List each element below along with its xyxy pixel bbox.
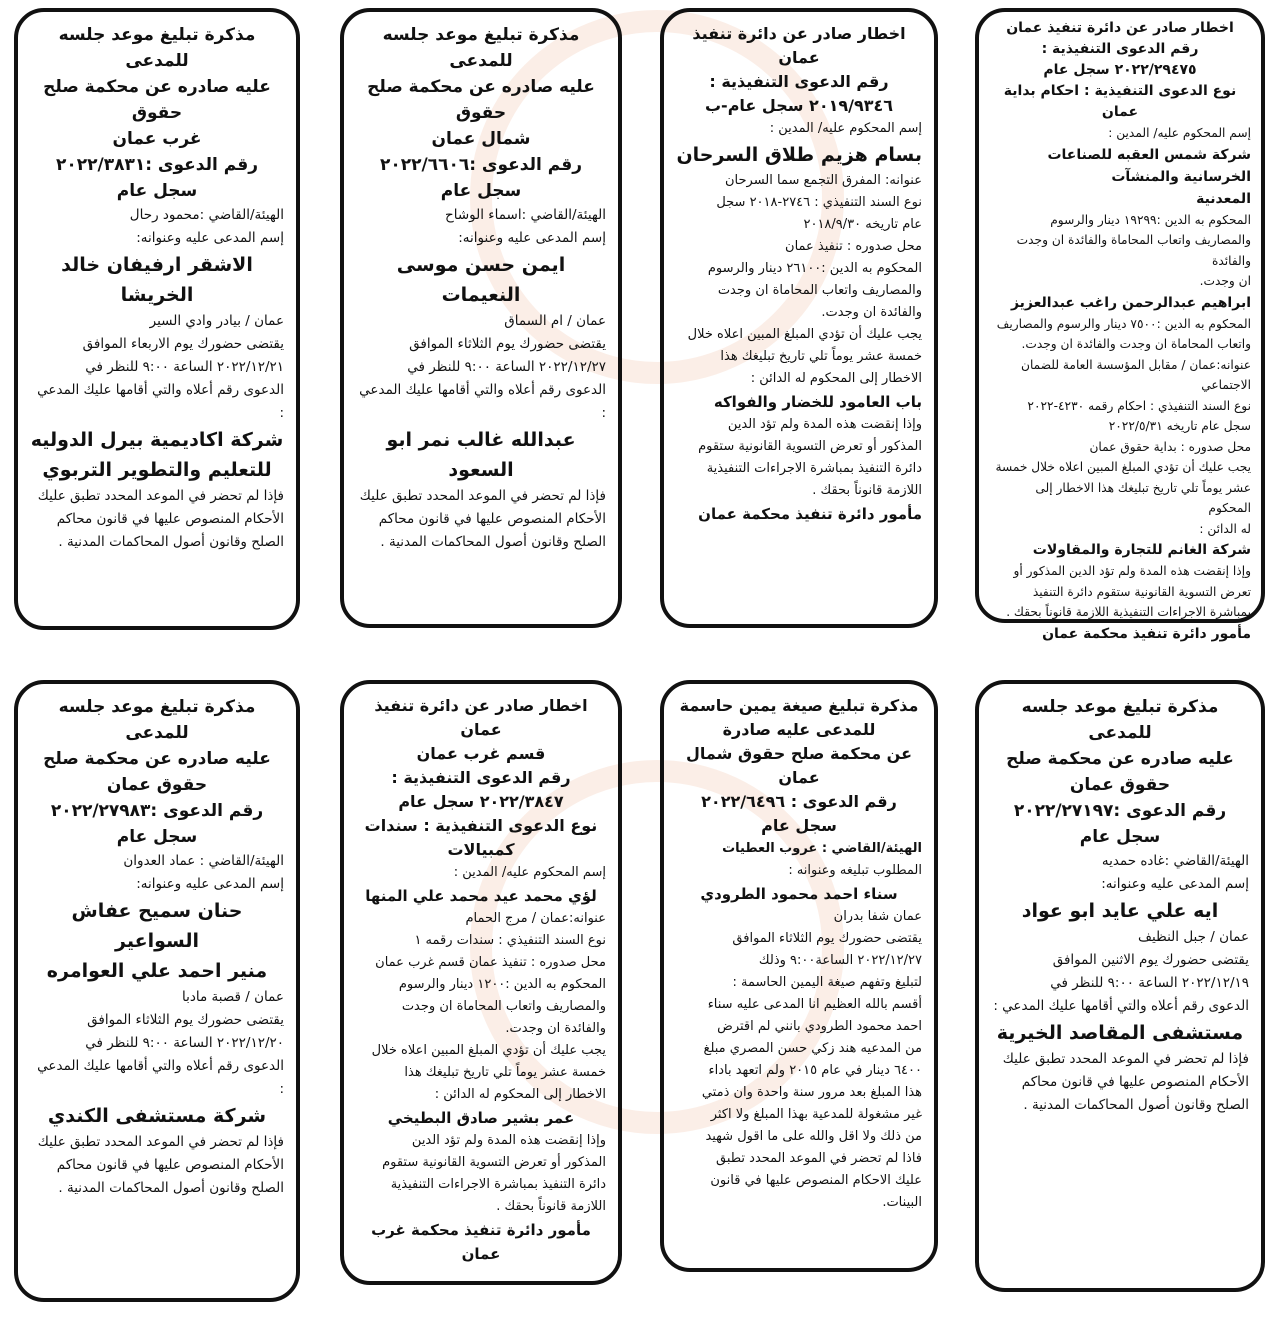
notice-text: المذكور أو تعرض التسوية القانونية ستقوم bbox=[698, 439, 922, 454]
notice-text: عمان / قصبة مادبا bbox=[181, 989, 284, 1005]
notice-text: إسم المحكوم عليه/ المدين : bbox=[769, 121, 922, 136]
notice-text: والمصاريف واتعاب المحاماة ان وجدت bbox=[717, 283, 922, 298]
notice-text: المحكوم به الدين :١٩٢٩٩ دينار والرسوم bbox=[1050, 212, 1251, 227]
court-notice bbox=[14, 680, 300, 1302]
party-name: مأمور دائرة تنفيذ محكمة عمان bbox=[698, 505, 922, 523]
notice-heading: رقم الدعوى التنفيذية : bbox=[1041, 41, 1199, 57]
notice-text: فإذا لم تحضر في الموعد المحدد تطبق عليك bbox=[1002, 1051, 1249, 1067]
party-name: سناء احمد محمود الطرودي bbox=[700, 885, 898, 903]
notice-text: غير مشغولة للمدعية بهذا المبلغ ولا اكثر bbox=[710, 1107, 922, 1122]
notice-text: خمسة عشر يوماً تلي تاريخ تبليغك هذا bbox=[720, 349, 922, 364]
notice-text: بمباشرة الاجراءات التنفيذية اللازمة قانوناً بحقك . bbox=[1006, 605, 1251, 619]
notice-text: الصلح وقانون أصول المحاكمات المدنية . bbox=[1023, 1097, 1249, 1113]
notice-heading: عن محكمة صلح حقوق شمال عمان bbox=[685, 744, 913, 787]
notice-text: الصلح وقانون أصول المحاكمات المدنية . bbox=[58, 1180, 284, 1196]
notice-text: الهيئة/القاضي : عروب العطيات bbox=[722, 841, 922, 856]
court-notice bbox=[340, 8, 622, 628]
notice-heading: مذكرة تبليغ موعد جلسه للمدعى bbox=[1021, 697, 1219, 743]
notice-heading: عليه صادره عن محكمة صلح حقوق bbox=[43, 77, 271, 123]
notice-text: عام تاريخه ٢٠١٨/٩/٣٠ bbox=[803, 217, 922, 232]
notice-text: وإذا إنقضت هذه المدة ولم تؤد الدين bbox=[411, 1133, 606, 1148]
party-name: منير احمد علي العوامره bbox=[46, 960, 268, 982]
notice-text: يجب عليك أن تؤدي المبلغ المبين اعلاه خلال bbox=[371, 1043, 606, 1058]
party-name: المعدنية bbox=[1196, 190, 1251, 207]
court-notice bbox=[975, 680, 1265, 1292]
notice-text: نوع السند التنفيذي : احكام رقمه ٤٢٣٠-٢٠٢٢ bbox=[1027, 398, 1251, 413]
notice-text: عنوانه:عمان / مقابل المؤسسة العامة للضمان bbox=[1021, 357, 1251, 372]
notice-text: البينات. bbox=[882, 1195, 922, 1210]
court-notice bbox=[975, 8, 1265, 642]
notice-text: وإذا إنقضت هذه المدة ولم تؤد الدين المذكور أو bbox=[1013, 564, 1251, 578]
party-name: بسام هزيم طلاق السرحان bbox=[676, 144, 922, 166]
notice-text: يقتضى حضورك يوم الثلاثاء الموافق bbox=[87, 1012, 284, 1028]
court-notice bbox=[340, 680, 622, 1285]
notice-text: دائرة التنفيذ بمباشرة الاجراءات التنفيذية bbox=[390, 1177, 606, 1192]
party-name: شركة الغانم للتجارة والمقاولات bbox=[1032, 542, 1251, 558]
notice-heading: رقم الدعوى : ٢٠٢٢/٦٤٩٦ bbox=[701, 792, 897, 811]
notice-text: عنوانه:عمان / مرج الحمام bbox=[465, 911, 606, 926]
party-name: عمر بشير صادق البطيخي bbox=[387, 1109, 575, 1127]
notice-text: إسم المحكوم عليه/ المدين : bbox=[453, 865, 606, 880]
notice-heading: مذكرة تبليغ موعد جلسه للمدعى bbox=[58, 697, 256, 743]
notice-text: إسم المدعى عليه وعنوانه: bbox=[1101, 876, 1249, 892]
notice-text: الأحكام المنصوص عليها في قانون محاكم bbox=[378, 511, 606, 527]
notice-text: المحكوم به الدين :٢٦١٠٠ دينار والرسوم bbox=[707, 261, 922, 276]
notice-text: الاخطار إلى المحكوم له الدائن : bbox=[434, 1087, 606, 1102]
notice-heading: نوع الدعوى التنفيذية : احكام بداية عمان bbox=[1003, 83, 1237, 120]
notice-text: تعرض التسوية القانونية ستقوم دائرة التنفيذ bbox=[1032, 584, 1251, 599]
notice-text: والفائدة ان وجدت. bbox=[505, 1021, 606, 1036]
notice-text: عمان / بيادر وادي السير bbox=[149, 313, 284, 329]
notice-heading: مذكرة تبليغ صيغة يمين حاسمة bbox=[679, 696, 919, 715]
court-notice bbox=[14, 8, 300, 630]
party-name: باب العامود للخضار والفواكه bbox=[713, 393, 922, 411]
notice-text: ٦٤٠٠ دينار في عام ٢٠١٥ ولم اتعهد باداء bbox=[708, 1063, 922, 1078]
notice-text: أقسم بالله العظيم انا المدعى عليه سناء bbox=[707, 997, 922, 1012]
notice-text: احمد محمود الطرودي بانني لم اقترض bbox=[717, 1019, 922, 1034]
notice-text: المذكور أو تعرض التسوية القانونية ستقوم bbox=[382, 1155, 606, 1170]
notice-text: واتعاب المحاماة ان وجدت والفائدة ان وجدت. bbox=[1021, 337, 1251, 351]
notice-heading: شمال عمان bbox=[431, 129, 531, 149]
notice-heading: مذكرة تبليغ موعد جلسه للمدعى bbox=[382, 25, 580, 71]
notice-text: من ذلك ولا اقل والله على ما اقول شهيد bbox=[705, 1129, 922, 1144]
notice-heading: رقم الدعوى التنفيذية : bbox=[391, 768, 571, 787]
notice-text: الأحكام المنصوص عليها في قانون محاكم bbox=[56, 511, 284, 527]
party-name: لؤي محمد عيد محمد علي المنها bbox=[365, 887, 597, 905]
notice-text: والمصاريف واتعاب المحاماة ان وجدت bbox=[401, 999, 606, 1014]
notice-text: اللازمة قانوناً بحقك . bbox=[496, 1199, 606, 1214]
notice-heading: غرب عمان bbox=[112, 129, 202, 149]
party-name: مأمور دائرة تنفيذ محكمة عمان bbox=[1042, 625, 1251, 642]
notice-text: ٢٠٢٢/١٢/٢٠ الساعة ٩:٠٠ للنظر في bbox=[85, 1035, 284, 1051]
notice-text: والفائدة ان وجدت. bbox=[821, 305, 922, 320]
notice-text: عشر يوماً تلي تاريخ تبليغك هذا الاخطار إلى المحكوم bbox=[1035, 480, 1251, 515]
notice-heading: مذكرة تبليغ موعد جلسه للمدعى bbox=[58, 25, 256, 71]
notice-heading: سجل عام bbox=[1079, 827, 1161, 847]
notice-text: يقتضى حضورك يوم الاربعاء الموافق bbox=[82, 336, 284, 352]
notice-text: عنوانه: المفرق التجمع سما السرحان bbox=[724, 173, 922, 188]
notice-text: يجب عليك أن تؤدي المبلغ المبين اعلاه خلال خمسة bbox=[995, 460, 1251, 474]
notice-heading: عليه صادره عن محكمة صلح حقوق عمان bbox=[1006, 749, 1234, 795]
notice-heading: اخطار صادر عن دائرة تنفيذ عمان bbox=[1006, 20, 1234, 36]
notice-text: المحكوم به الدين :٧٥٠٠ دينار والرسوم والمصاريف bbox=[996, 316, 1251, 331]
notice-text: سجل عام تاريخه ٢٠٢٢/٥/٣١ bbox=[1108, 419, 1251, 433]
notice-heading: اخطار صادر عن دائرة تنفيذ عمان bbox=[692, 24, 906, 67]
notice-heading: سجل عام bbox=[116, 181, 198, 201]
notice-text: عمان / جبل النظيف bbox=[1137, 929, 1249, 945]
notice-text: يجب عليك أن تؤدي المبلغ المبين اعلاه خلال bbox=[687, 327, 922, 342]
notice-text: هذا المبلغ بعد مرور سنة واحدة وان ذمتي bbox=[701, 1085, 922, 1100]
notice-text: الهيئة/القاضي : عماد العدوان bbox=[123, 853, 284, 869]
notice-text: ٢٠٢٢/١٢/٢٧ الساعة ٩:٠٠ للنظر في bbox=[407, 359, 606, 375]
party-name: شركة مستشفى الكندي bbox=[47, 1105, 267, 1127]
notice-text: المحكوم به الدين :١٢٠٠ دينار والرسوم bbox=[398, 977, 606, 992]
notice-text: خمسة عشر يوماً تلي تاريخ تبليغك هذا bbox=[404, 1065, 606, 1080]
notice-text: المطلوب تبليغه وعنوانه : bbox=[788, 863, 922, 878]
notice-heading: ٢٠٢٢/٢٩٤٧٥ سجل عام bbox=[1043, 62, 1197, 78]
notice-text: والمصاريف واتعاب المحاماة والفائدة ان وجدت والفائدة bbox=[1016, 233, 1251, 268]
notice-heading: سجل عام bbox=[440, 181, 522, 201]
notice-text: ٢٠٢٢/١٢/٢٧ الساعة٩:٠٠ وذلك bbox=[758, 953, 922, 968]
notice-text: فإذا لم تحضر في الموعد المحدد تطبق عليك bbox=[37, 488, 284, 504]
notice-text: الصلح وقانون أصول المحاكمات المدنية . bbox=[58, 534, 284, 550]
party-name: عبدالله غالب نمر ابو السعود bbox=[386, 429, 576, 481]
notice-text: الدعوى رقم أعلاه والتي أقامها عليك المدعي : bbox=[37, 382, 284, 421]
notice-text: الهيئة/القاضي :محمود رحال bbox=[129, 207, 284, 223]
notice-heading: رقم الدعوى :٢٠٢٢/٣٨٣١ bbox=[56, 155, 258, 175]
party-name: ايمن حسن موسى النعيمات bbox=[396, 254, 566, 306]
notice-text: محل صدوره : تنفيذ عمان bbox=[785, 239, 922, 254]
notice-heading: للمدعى عليه صادرة bbox=[722, 720, 876, 739]
party-name: شركة شمس العقبه للصناعات الخرسانية والمنشآت bbox=[1047, 146, 1251, 185]
notice-text: من المدعيه هند زكي حسن المصري مبلغ bbox=[703, 1041, 922, 1056]
notice-heading: قسم غرب عمان bbox=[416, 744, 546, 763]
notice-text: نوع السند التنفيذي : ٢٧٤٦-٢٠١٨ سجل bbox=[716, 195, 922, 210]
notice-heading: رقم الدعوى التنفيذية : bbox=[709, 72, 889, 91]
notice-heading: ٢٠٢٢/٣٨٤٧ سجل عام bbox=[398, 792, 564, 811]
notice-text: الأحكام المنصوص عليها في قانون محاكم bbox=[1021, 1074, 1249, 1090]
notice-text: ان وجدت. bbox=[1199, 274, 1251, 288]
party-name: مأمور دائرة تنفيذ محكمة غرب عمان bbox=[371, 1221, 591, 1263]
notice-heading: رقم الدعوى :٢٠٢٢/٦٦٠٦ bbox=[380, 155, 582, 175]
party-name: للتعليم والتطوير التربوي bbox=[42, 459, 272, 481]
notice-text: الاجتماعي bbox=[1201, 378, 1251, 392]
notice-text: فاذا لم تحضر في الموعد المحدد تطبق bbox=[715, 1151, 922, 1166]
notice-text: إسم المحكوم عليه/ المدين : bbox=[1108, 126, 1251, 140]
notice-text: إسم المدعى عليه وعنوانه: bbox=[458, 230, 606, 246]
notice-text: لتبليغ وتفهم صيغة اليمين الحاسمة : bbox=[732, 975, 922, 990]
party-name: ايه علي عايد ابو عواد bbox=[1021, 900, 1219, 922]
notice-text: محل صدوره : تنفيذ عمان قسم غرب عمان bbox=[375, 955, 606, 970]
notice-text: الأحكام المنصوص عليها في قانون محاكم bbox=[56, 1157, 284, 1173]
court-notice bbox=[660, 680, 938, 1272]
notice-text: ٢٠٢٢/١٢/٢١ الساعة ٩:٠٠ للنظر في bbox=[85, 359, 284, 375]
party-name: شركة اكاديمية بيرل الدوليه bbox=[30, 429, 284, 451]
notice-heading: عليه صادره عن محكمة صلح حقوق bbox=[367, 77, 595, 123]
notice-text: ٢٠٢٢/١٢/١٩ الساعة ٩:٠٠ للنظر في bbox=[1050, 975, 1249, 991]
notice-text: الصلح وقانون أصول المحاكمات المدنية . bbox=[380, 534, 606, 550]
notice-heading: سجل عام bbox=[761, 816, 837, 835]
notice-text: له الدائن : bbox=[1199, 521, 1251, 536]
notice-text: الاخطار إلى المحكوم له الدائن : bbox=[750, 371, 922, 386]
notice-text: وإذا إنقضت هذه المدة ولم تؤد الدين bbox=[727, 417, 922, 432]
notice-text: إسم المدعى عليه وعنوانه: bbox=[136, 876, 284, 892]
notice-text: الدعوى رقم أعلاه والتي أقامها عليك المدعي : bbox=[993, 998, 1249, 1014]
notice-text: دائرة التنفيذ بمباشرة الاجراءات التنفيذية bbox=[706, 461, 922, 476]
notice-heading: رقم الدعوى :٢٠٢٢/٢٧٩٨٣ bbox=[50, 801, 264, 821]
notice-heading: ٢٠١٩/٩٣٤٦ سجل عام-ب bbox=[704, 96, 894, 115]
notice-heading: عليه صادره عن محكمة صلح حقوق عمان bbox=[43, 749, 271, 795]
notice-text: يقتضى حضورك يوم الثلاثاء الموافق bbox=[732, 931, 922, 946]
notice-text: يقتضى حضورك يوم الثلاثاء الموافق bbox=[409, 336, 606, 352]
notice-text: عمان شفا بدران bbox=[833, 909, 922, 924]
party-name: مستشفى المقاصد الخيرية bbox=[996, 1022, 1244, 1044]
notice-text: الهيئة/القاضي :غاده حمديه bbox=[1101, 853, 1249, 869]
party-name: الاشقر ارفيفان خالد الخريشا bbox=[61, 254, 253, 306]
notice-text: محل صدوره : بداية حقوق عمان bbox=[1089, 439, 1251, 454]
notice-heading: سجل عام bbox=[116, 827, 198, 847]
notice-heading: نوع الدعوى التنفيذية : سندات كمبيالات bbox=[364, 816, 598, 859]
notice-text: عمان / ام السماق bbox=[504, 313, 606, 329]
notice-text: إسم المدعى عليه وعنوانه: bbox=[136, 230, 284, 246]
notice-text: عليك الاحكام المنصوص عليها في قانون bbox=[710, 1173, 922, 1188]
party-name: ابراهيم عبدالرحمن راغب عبدالعزيز bbox=[1010, 294, 1251, 311]
notice-heading: اخطار صادر عن دائرة تنفيذ عمان bbox=[374, 696, 588, 739]
notice-text: نوع السند التنفيذي : سندات رقمه ١ bbox=[414, 933, 606, 948]
notice-text: الدعوى رقم أعلاه والتي أقامها عليك المدعي : bbox=[359, 382, 606, 421]
notice-text: اللازمة قانوناً بحقك . bbox=[812, 483, 922, 498]
notice-text: الهيئة/القاضي :اسماء الوشاح bbox=[445, 207, 606, 223]
notice-text: فإذا لم تحضر في الموعد المحدد تطبق عليك bbox=[359, 488, 606, 504]
party-name: حنان سميح عفاش السواعير bbox=[71, 900, 243, 952]
court-notice bbox=[660, 8, 938, 628]
notice-text: فإذا لم تحضر في الموعد المحدد تطبق عليك bbox=[37, 1134, 284, 1150]
notice-heading: رقم الدعوى :٢٠٢٢/٢٧١٩٧ bbox=[1013, 801, 1227, 821]
notice-text: الدعوى رقم أعلاه والتي أقامها عليك المدعي : bbox=[37, 1058, 284, 1097]
notice-text: يقتضى حضورك يوم الاثنين الموافق bbox=[1052, 952, 1249, 968]
